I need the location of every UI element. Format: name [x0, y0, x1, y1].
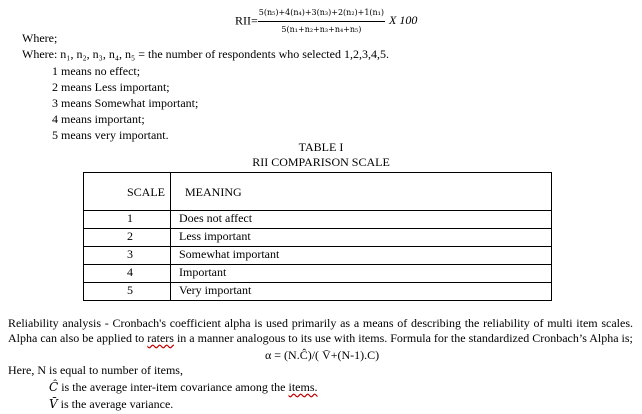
c-flagged-word: items.: [288, 380, 318, 394]
meaning-item-1: 1 means no effect;: [52, 64, 141, 78]
definitions-intro: Here, N is equal to number of items,: [8, 363, 183, 377]
table-row: [84, 283, 552, 301]
meaning-item-4: 4 means important;: [52, 112, 145, 126]
c-text: is the average inter-item covariance among the: [58, 380, 289, 394]
meaning-item-5: 5 means very important.: [52, 128, 169, 142]
meaning-item-2: 2 means Less important;: [52, 80, 170, 94]
meaning-cell: Does not affect: [171, 211, 552, 229]
table-caption-number: TABLE I: [298, 140, 344, 154]
reliability-text-before: Reliability analysis - Cronbach's coefficient alpha is used primarily as a means of describing the reliability of multi item scales. Alpha can also be applied to: [8, 316, 633, 345]
definition-c: [49, 380, 318, 394]
table-caption-title: RII COMPARISON SCALE: [252, 155, 390, 169]
header-scale: SCALE: [84, 173, 171, 211]
table-row: [84, 265, 552, 283]
table-header-row: [84, 173, 552, 211]
rii-formula: [235, 6, 417, 37]
table-row: [84, 247, 552, 265]
meaning-cell: Very important: [171, 283, 552, 301]
reliability-text-after: in a manner analogous to its use with items. Formula for the standardized Cronbach’s Alpha is;: [173, 331, 633, 345]
where-definition: Where: n₁, n₂, n₃, n₄, n₅ = the number of respondents who selected 1,2,3,4,5.: [22, 47, 389, 61]
scale-cell: 4: [84, 265, 171, 283]
scale-cell: 2: [84, 229, 171, 247]
table-row: [84, 229, 552, 247]
alpha-formula: α = (N.Ĉ)/( V̄+(N-1).C): [265, 348, 380, 362]
reliability-paragraph: [8, 316, 633, 346]
scale-cell: 5: [84, 283, 171, 301]
table-row: [84, 211, 552, 229]
reliability-flagged-word: raters: [147, 331, 174, 345]
formula-multiplier: X 100: [389, 13, 418, 28]
meaning-item-3: 3 means Somewhat important;: [52, 96, 199, 110]
meaning-cell: Somewhat important: [171, 247, 552, 265]
rii-comparison-table: [83, 172, 552, 301]
header-meaning: MEANING: [171, 173, 552, 211]
v-text: is the average variance.: [57, 397, 174, 411]
meaning-cell: Less important: [171, 229, 552, 247]
definition-v: [49, 397, 173, 411]
c-symbol: Ĉ: [49, 380, 59, 394]
meaning-cell: Important: [171, 265, 552, 283]
scale-cell: 3: [84, 247, 171, 265]
formula-numerator: 5(n₅)+4(n₄)+3(n₃)+2(n₂)+1(n₁): [258, 6, 385, 22]
formula-fraction: [258, 6, 385, 37]
v-symbol: V̄: [49, 397, 58, 411]
where-heading: Where;: [22, 31, 58, 45]
formula-denominator: 5(n₁+n₂+n₃+n₄+n₅): [281, 25, 362, 34]
scale-cell: 1: [84, 211, 171, 229]
formula-lhs: RII=: [235, 13, 258, 28]
